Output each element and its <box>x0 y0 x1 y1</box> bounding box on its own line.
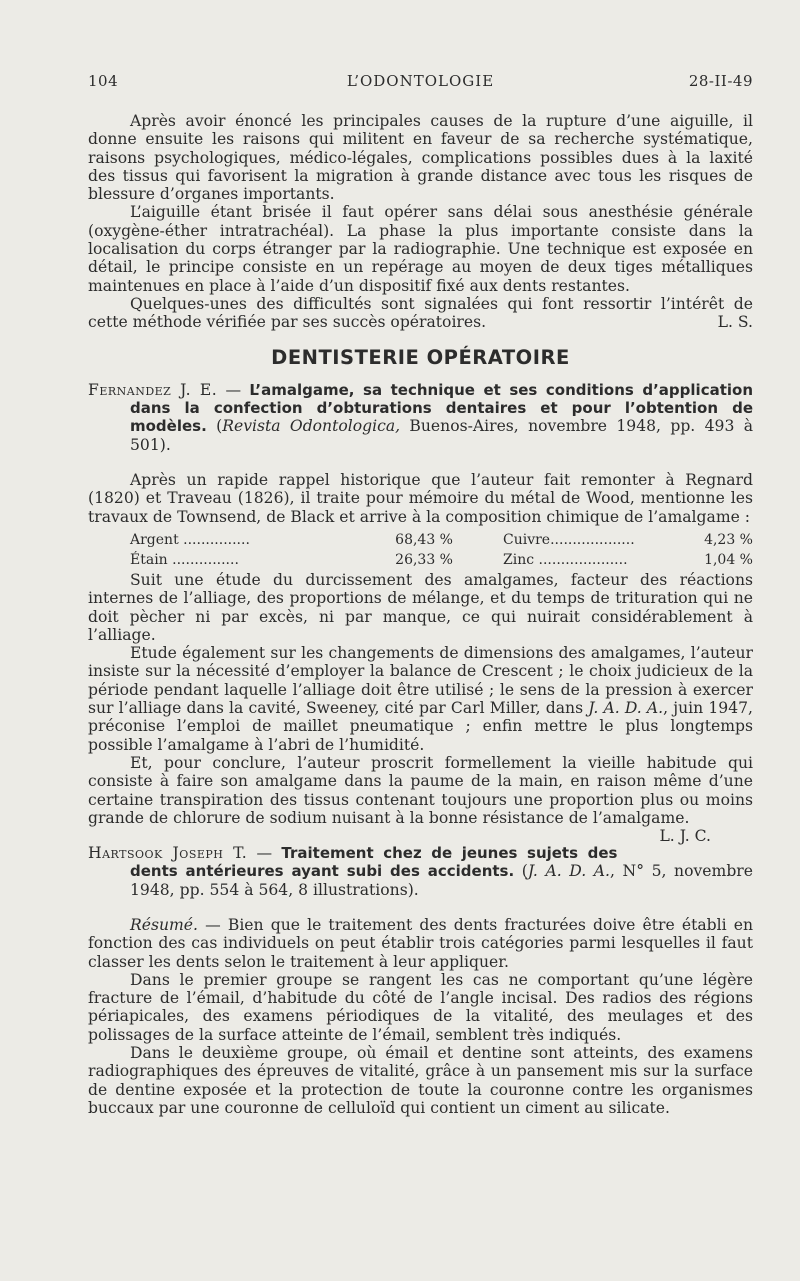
composition-name: Zinc .................... <box>503 551 628 568</box>
composition-row <box>88 550 753 570</box>
entry-dash: — <box>217 380 250 399</box>
section-title: DENTISTERIE OPÉRATOIRE <box>271 345 570 369</box>
body-paragraph: Après un rapide rappel historique que l’auteur fait remonter à Regnard (1820) et Traveau (1826), il traite pour mémoire du métal de Wood, mentionne les travaux de Townsend, de Black et arrive à la composition chimique de l’amalgame : <box>88 471 753 526</box>
element-name: Cuivre <box>503 531 551 548</box>
entry-title: L’amalgame, sa technique et ses conditions d’application dans la confection d’obturations dentaires et pour l’obtention de modèles. <box>130 380 753 436</box>
entry-journal: Revista Odontologica, <box>222 417 401 436</box>
citation-open: ( <box>206 417 223 436</box>
composition-value: 4,23 % <box>704 531 753 548</box>
reviewer-signature: L. S. <box>717 313 753 332</box>
running-title: L’ODONTOLOGIE <box>346 72 495 90</box>
entry-title: Traitement chez de jeunes sujets des dents antérieures ayant subi des accidents. <box>130 844 618 881</box>
entry-journal: J. A. D. A. <box>527 862 610 881</box>
journal-ref: J. A. D. A. <box>588 699 664 718</box>
composition-row <box>88 530 753 550</box>
composition-value: 26,33 % <box>395 551 453 568</box>
intro-paragraph-text: Quelques-unes des difficultés sont signalées qui font ressortir l’intérêt de cette méthode vérifiée par ses succès opératoires. <box>88 294 753 332</box>
reviewer-signature: L. J. C. <box>659 827 711 846</box>
body-paragraph: Dans le deuxième groupe, où émail et dentine sont atteints, des examens radiographiques des épreuves de vitalité, grâce à un pansement mis sur la surface de dentine exposée et la protection de toute la couronne contre les organismes buccaux par une couronne de celluloïd qui contient un ciment au silicate. <box>88 1044 753 1117</box>
paragraph-text: Etude également sur les changements de dimensions des amalgames, l’auteur insiste sur la nécessité d’employer la balance de Crescent ; le choix judicieux de la période pendant laquelle l’alliage doit être utilisé ; le sens de la pression à exercer sur l’alliage dans la cavité, Sweeney, cité par Carl Miller, dans <box>88 644 753 718</box>
entry-author: Fernandez J. E. <box>88 380 218 399</box>
body-paragraph <box>88 644 753 754</box>
intro-paragraph: Après avoir énoncé les principales causes de la rupture d’une aiguille, il donne ensuite les raisons qui militent en faveur de sa recherche systématique, raisons psychologiques, médico-légales, complications possibles dues à la laxité des tissus qui favorisent la migration à grande distance avec tous les risques de blessure d’organes importants. <box>88 112 753 204</box>
composition-value: 1,04 % <box>704 551 753 568</box>
intro-paragraph: L’aiguille étant brisée il faut opérer sans délai sous anesthésie générale (oxygène-éther intratrachéal). La phase la plus importante consiste dans la localisation du corps étranger par la radiographie. Une technique est exposée en détail, le principe consiste en un repérage au moyen de deux tiges métalliques maintenues en place à l’aide d’un dispositif fixé aux dents restantes. <box>88 203 753 295</box>
page-body <box>88 112 753 1117</box>
paragraph-text: , juin 1947, préconise l’emploi de maillet pneumatique ; enfin mettre le plus longtemps possible l’amalgame à l’abri de l’humidité. <box>88 699 754 754</box>
body-paragraph <box>88 916 753 971</box>
composition-value: 68,43 % <box>395 531 453 548</box>
entry-dash: — <box>247 844 282 863</box>
element-name: Argent <box>130 531 179 548</box>
body-paragraph: Dans le premier groupe se rangent les cas ne comportant qu’une légère fracture de l’émail, d’habitude du côté de l’angle incisal. Des radios des régions périapicales, des examens périodiques de la vitalité, des meulages et des polissages de la surface atteinte de l’émail, semblent très indiqués. <box>88 970 753 1044</box>
composition-table <box>88 530 753 570</box>
entry-citation: Buenos-Aires, novembre 1948, pp. 493 à 501). <box>130 417 753 454</box>
issue-date: 28-II-49 <box>688 72 753 90</box>
entry-citation: , N° 5, novembre 1948, pp. 554 à 564, 8 illustrations). <box>130 862 753 899</box>
composition-name: Cuivre................... <box>503 531 635 548</box>
body-paragraph: Suit une étude du durcissement des amalgames, facteur des réactions internes de l’alliage, des proportions de mélange, et du temps de trituration qui ne doit pècher ni par excès, ni par manque, ce qui nuirait considérablement à l’alliage. <box>88 570 753 644</box>
citation-open: ( <box>514 862 528 881</box>
bibliographic-entry <box>88 844 753 899</box>
body-paragraph <box>88 753 753 846</box>
element-name: Étain <box>130 551 168 568</box>
entry-author: Hartsook Joseph T. <box>88 844 248 863</box>
element-name: Zinc <box>503 551 535 568</box>
resume-label: Résumé. <box>130 915 198 934</box>
composition-name: Étain ............... <box>130 551 239 568</box>
page-number: 104 <box>88 72 119 90</box>
composition-name: Argent ............... <box>130 531 250 548</box>
paragraph-text: Et, pour conclure, l’auteur proscrit formellement la vieille habitude qui consiste à faire son amalgame dans la paume de la main, en raison même d’une certaine transpiration des tissus contenant toujours une proportion plus ou moins grande de chlorure de sodium nuisant à la bonne résistance de l’amalgame. <box>88 753 753 827</box>
paragraph-text: — Bien que le traitement des dents fracturées doive être établi en fonction des cas individuels on peut établir trois catégories parmi lesquelles il faut classer les dents selon le traitement à leur appliquer. <box>88 915 753 971</box>
intro-paragraph <box>88 295 753 332</box>
bibliographic-entry <box>88 381 753 454</box>
